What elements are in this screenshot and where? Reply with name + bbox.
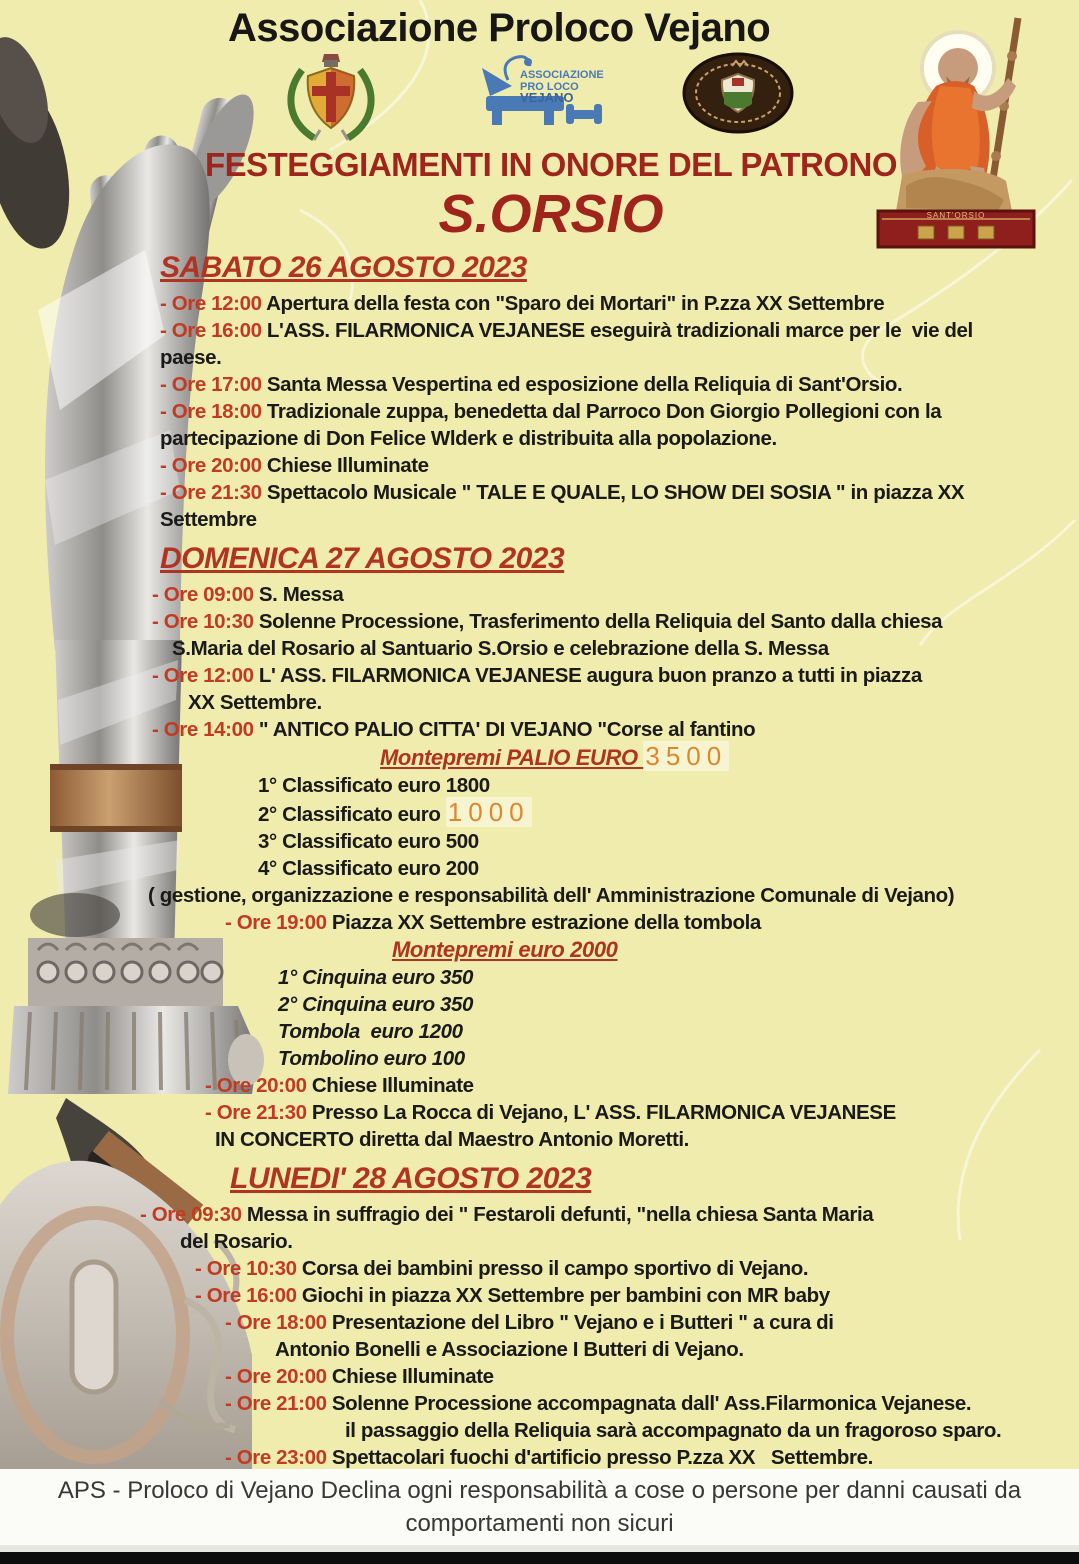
event-text: Corsa dei bambini presso il campo sportivo di Vejano. — [301, 1257, 809, 1280]
event-time: - Ore 14:00 — [152, 718, 259, 741]
event-line — [148, 882, 1079, 909]
event-text: Settembre — [160, 508, 257, 531]
event-line — [172, 635, 1079, 662]
event-text: ( gestione, organizzazione e responsabilità dell' Amministrazione Comunale di Vejano) — [148, 884, 955, 907]
proloco-logo — [478, 52, 628, 140]
event-time: - Ore 09:30 — [140, 1203, 247, 1226]
event-line — [392, 936, 1079, 964]
event-text: 2° Cinquina euro 350 — [278, 993, 473, 1016]
disclaimer-line-1: APS - Proloco di Vejano Declina ogni responsabilità a cose o persone per danni causati da — [57, 1477, 1022, 1504]
event-text: il passaggio della Reliquia sarà accompagnato da un fragoroso sparo. — [345, 1419, 1002, 1442]
event-line — [152, 608, 1079, 635]
event-line — [160, 290, 1079, 317]
event-line — [160, 506, 1079, 533]
event-time: - Ore 21:30 — [160, 481, 267, 504]
montepremi-label: Montepremi euro 2000 — [392, 937, 618, 962]
event-time: - Ore 09:00 — [152, 583, 259, 606]
day-heading: DOMENICA 27 AGOSTO 2023 — [160, 542, 565, 575]
event-line — [195, 1282, 1079, 1309]
proloco-logo-line3: VEJANO — [520, 90, 574, 105]
event-line — [225, 1444, 1079, 1469]
event-line — [225, 909, 1079, 936]
event-line — [160, 317, 1079, 344]
event-line — [160, 371, 1079, 398]
event-time: - Ore 19:00 — [225, 911, 332, 934]
disclaimer-line-2: comportamenti non sicuri — [405, 1510, 674, 1537]
event-time: - Ore 21:00 — [225, 1392, 332, 1415]
event-line — [205, 1072, 1079, 1099]
event-text: Spettacolo Musicale " TALE E QUALE, LO SHOW DEI SOSIA " in piazza XX — [266, 481, 965, 504]
event-line — [258, 799, 1079, 828]
event-time: - Ore 10:30 — [195, 1257, 302, 1280]
page-title: Associazione Proloco Vejano — [228, 6, 771, 50]
event-text: L'ASS. FILARMONICA VEJANESE eseguirà tradizionali marce per le vie del — [266, 319, 973, 342]
day-section-1 — [160, 250, 1079, 533]
event-time: - Ore 20:00 — [225, 1365, 332, 1388]
event-line — [205, 1099, 1079, 1126]
comune-crest-logo — [280, 52, 382, 144]
event-line — [180, 1228, 1079, 1255]
event-line — [380, 743, 1079, 772]
event-text: 1° Classificato euro 1800 — [258, 774, 490, 797]
proloco-logo-line2: PRO LOCO — [520, 81, 579, 93]
event-line — [195, 1255, 1079, 1282]
event-text: Antonio Bonelli e Associazione I Butteri di Vejano. — [275, 1338, 744, 1361]
prize-amount: 1000 — [447, 797, 530, 827]
event-text: 2° Classificato euro — [258, 803, 446, 826]
event-line — [258, 855, 1079, 882]
event-line — [345, 1417, 1079, 1444]
festival-subtitle: FESTEGGIAMENTI IN ONORE DEL PATRONO — [204, 146, 898, 183]
event-time: - Ore 23:00 — [225, 1446, 332, 1469]
day-heading: SABATO 26 AGOSTO 2023 — [160, 251, 527, 284]
event-text: del Rosario. — [180, 1230, 293, 1253]
event-text: 1° Cinquina euro 350 — [278, 966, 473, 989]
program-days — [140, 250, 1079, 1469]
event-text: Apertura della festa con "Sparo dei Mortari" in P.zza XX Settembre — [266, 292, 885, 315]
event-text: Messa in suffragio dei " Festaroli defunti, "nella chiesa Santa Maria — [246, 1203, 874, 1226]
event-text: Solenne Processione, Trasferimento della Reliquia del Santo dalla chiesa — [258, 610, 943, 633]
event-line — [275, 1336, 1079, 1363]
event-line — [278, 1045, 1079, 1072]
montepremi-label: Montepremi PALIO EURO — [380, 745, 644, 770]
gray-strip — [0, 1545, 1079, 1552]
event-text: S. Messa — [258, 583, 344, 606]
event-text: Chiese Illuminate — [266, 454, 429, 477]
event-line — [140, 1201, 1079, 1228]
prize-amount: 3500 — [645, 741, 728, 771]
event-line — [225, 1390, 1079, 1417]
logo-strip — [160, 52, 1079, 144]
event-line — [258, 828, 1079, 855]
event-line — [160, 452, 1079, 479]
event-line — [225, 1363, 1079, 1390]
event-text: S.Maria del Rosario al Santuario S.Orsio e celebrazione della S. Messa — [172, 637, 829, 660]
event-text: Chiese Illuminate — [311, 1074, 474, 1097]
event-line — [160, 398, 1079, 425]
event-time: - Ore 12:00 — [160, 292, 267, 315]
event-time: - Ore 16:00 — [195, 1284, 302, 1307]
event-text: Tombola euro 1200 — [278, 1020, 463, 1043]
event-text: Piazza XX Settembre estrazione della tombola — [331, 911, 761, 934]
event-time: - Ore 20:00 — [205, 1074, 312, 1097]
event-line — [225, 1309, 1079, 1336]
event-text: Solenne Processione accompagnata dall' Ass.Filarmonica Vejanese. — [331, 1392, 972, 1415]
statue-pedestal-label: SANT'ORSIO — [926, 211, 986, 220]
poster-content — [140, 4, 1079, 1469]
patron-name-title: S.ORSIO — [438, 184, 664, 244]
event-line — [258, 772, 1079, 799]
event-time: - Ore 20:00 — [160, 454, 267, 477]
event-text: Giochi in piazza XX Settembre per bambini con MR baby — [301, 1284, 830, 1307]
event-time: - Ore 12:00 — [152, 664, 259, 687]
event-text: 4° Classificato euro 200 — [258, 857, 479, 880]
event-line — [160, 425, 1079, 452]
event-text: " ANTICO PALIO CITTA' DI VEJANO "Corse al fantino — [258, 718, 756, 741]
event-line — [152, 581, 1079, 608]
event-time: - Ore 21:30 — [205, 1101, 312, 1124]
event-text: IN CONCERTO diretta dal Maestro Antonio Moretti. — [215, 1128, 689, 1151]
event-text: 3° Classificato euro 500 — [258, 830, 479, 853]
day-section-2 — [148, 541, 1079, 1153]
event-time: - Ore 18:00 — [225, 1311, 332, 1334]
event-text: paese. — [160, 346, 222, 369]
event-text: partecipazione di Don Felice Wlderk e distribuita alla popolazione. — [160, 427, 777, 450]
event-line — [188, 689, 1079, 716]
event-text: Spettacolari fuochi d'artificio presso P.zza XX Settembre. — [331, 1446, 873, 1469]
event-text: Presentazione del Libro " Vejano e i Butteri " a cura di — [331, 1311, 834, 1334]
event-time: - Ore 17:00 — [160, 373, 267, 396]
footer-disclaimer — [0, 1469, 1079, 1545]
event-line — [215, 1126, 1079, 1153]
event-text: L' ASS. FILARMONICA VEJANESE augura buon pranzo a tutti in piazza — [258, 664, 922, 687]
event-line — [278, 991, 1079, 1018]
event-text: Chiese Illuminate — [331, 1365, 494, 1388]
event-line — [278, 964, 1079, 991]
event-line — [278, 1018, 1079, 1045]
day-heading: LUNEDI' 28 AGOSTO 2023 — [230, 1162, 592, 1195]
event-time: - Ore 16:00 — [160, 319, 267, 342]
event-text: Tombolino euro 100 — [278, 1047, 465, 1070]
event-text: XX Settembre. — [188, 691, 322, 714]
university-seal-logo — [682, 52, 794, 134]
event-line — [152, 716, 1079, 743]
event-text: Santa Messa Vespertina ed esposizione della Reliquia di Sant'Orsio. — [266, 373, 903, 396]
event-line — [152, 662, 1079, 689]
event-text: Tradizionale zuppa, benedetta dal Parroco Don Giorgio Pollegioni con la — [266, 400, 942, 423]
proloco-logo-line1: ASSOCIAZIONE — [520, 69, 604, 81]
event-time: - Ore 18:00 — [160, 400, 267, 423]
event-line — [160, 344, 1079, 371]
event-text: Presso La Rocca di Vejano, L' ASS. FILARMONICA VEJANESE — [311, 1101, 896, 1124]
event-line — [160, 479, 1079, 506]
event-time: - Ore 10:30 — [152, 610, 259, 633]
bottom-black-bar — [0, 1552, 1079, 1564]
day-section-3 — [140, 1161, 1079, 1469]
